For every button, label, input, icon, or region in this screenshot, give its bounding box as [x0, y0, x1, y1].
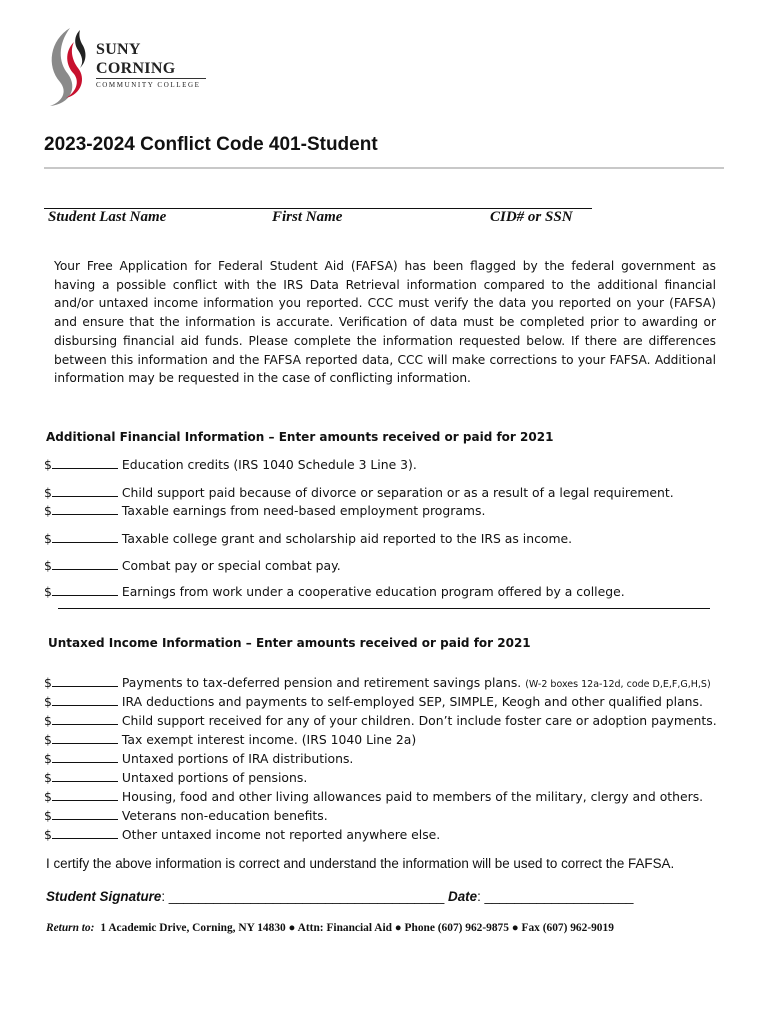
untaxed-item-label: Untaxed portions of pensions. [121, 770, 308, 785]
return-address [46, 922, 614, 934]
college-name-line1: SUNY [96, 41, 141, 58]
logo-divider [96, 78, 206, 79]
financial-item-label: Taxable college grant and scholarship aid reported to the IRS as income. [121, 531, 573, 546]
signature-label: Student Signature [46, 889, 162, 904]
financial-section-heading: Additional Financial Information – Enter amounts received or paid for 2021 [46, 430, 554, 444]
currency-symbol: $ [44, 584, 52, 599]
currency-symbol: $ [44, 558, 52, 573]
financial-item [44, 530, 572, 546]
untaxed-item [44, 788, 703, 804]
untaxed-item-label: Child support received for any of your children. Don’t include foster care or adoption payments. [121, 713, 717, 728]
first-name-label: First Name [272, 209, 343, 225]
financial-item [44, 456, 417, 472]
amount-field[interactable] [52, 712, 118, 725]
logo-dark-swirl [75, 30, 85, 68]
currency-symbol: $ [44, 531, 52, 546]
college-subtitle: COMMUNITY COLLEGE [96, 81, 201, 89]
financial-item [44, 502, 485, 518]
untaxed-item-label: Payments to tax-deferred pension and retirement savings plans. [121, 675, 522, 690]
amount-field[interactable] [52, 583, 118, 596]
amount-field[interactable] [52, 750, 118, 763]
currency-symbol: $ [44, 675, 52, 690]
amount-field[interactable] [52, 674, 118, 687]
untaxed-item [44, 693, 703, 709]
financial-item-label: Taxable earnings from need-based employment programs. [121, 503, 486, 518]
untaxed-item [44, 826, 440, 842]
financial-item-label: Child support paid because of divorce or separation or as a result of a legal requirement. [121, 485, 674, 500]
intro-paragraph: Your Free Application for Federal Student Aid (FAFSA) has been flagged by the federal government as having a possible conflict with the IRS Data Retrieval information compared to the additional financial and/or untaxed income information you reported. CCC must verify the data you reported on your (FAFSA) and ensure that the information is accurate. Verification of data must be completed prior to awarding or disbursing financial aid funds. Please complete the information requested below. If there are differences between this information and the FAFSA reported data, CCC will make corrections to your FAFSA. Additional information may be requested in the case of conflicting information. [54, 259, 716, 386]
amount-field[interactable] [52, 693, 118, 706]
untaxed-item-label: Veterans non-education benefits. [121, 808, 328, 823]
logo-gray-swirl [50, 28, 72, 106]
financial-item [44, 583, 625, 599]
untaxed-item-label: Tax exempt interest income. (IRS 1040 Line 2a) [121, 732, 417, 747]
certification-statement: I certify the above information is correct and understand the information will be used to correct the FAFSA. [46, 856, 675, 871]
untaxed-item-label: Housing, food and other living allowances paid to members of the military, clergy and others. [121, 789, 704, 804]
currency-symbol: $ [44, 503, 52, 518]
amount-field[interactable] [52, 502, 118, 515]
currency-symbol: $ [44, 751, 52, 766]
untaxed-section-heading: Untaxed Income Information – Enter amounts received or paid for 2021 [48, 636, 531, 650]
financial-item-label: Earnings from work under a cooperative education program offered by a college. [121, 584, 625, 599]
untaxed-item [44, 712, 717, 728]
title-divider [44, 167, 724, 169]
last-name-label: Student Last Name [48, 209, 167, 225]
amount-field[interactable] [52, 557, 118, 570]
signature-row [46, 889, 633, 904]
currency-symbol: $ [44, 713, 52, 728]
untaxed-item-label: Other untaxed income not reported anywhere else. [121, 827, 441, 842]
currency-symbol: $ [44, 827, 52, 842]
untaxed-item [44, 674, 711, 690]
date-field[interactable]: : ____________________ [477, 889, 634, 904]
financial-item [44, 484, 674, 500]
untaxed-item-label: IRA deductions and payments to self-employed SEP, SIMPLE, Keogh and other qualified plans. [121, 694, 703, 709]
college-logo-mark [44, 26, 88, 108]
currency-symbol: $ [44, 694, 52, 709]
currency-symbol: $ [44, 485, 52, 500]
untaxed-item [44, 731, 416, 747]
amount-field[interactable] [52, 788, 118, 801]
section-divider [58, 608, 710, 609]
amount-field[interactable] [52, 484, 118, 497]
college-name-line2: CORNING [96, 60, 176, 77]
financial-item-label: Education credits (IRS 1040 Schedule 3 Line 3). [121, 457, 417, 472]
amount-field[interactable] [52, 456, 118, 469]
untaxed-item [44, 807, 328, 823]
page-title: 2023-2024 Conflict Code 401-Student [44, 134, 378, 155]
financial-item [44, 557, 341, 573]
untaxed-item-note: (W-2 boxes 12a-12d, code D,E,F,G,H,S) [525, 679, 711, 690]
financial-item-label: Combat pay or special combat pay. [121, 558, 341, 573]
return-address-text: 1 Academic Drive, Corning, NY 14830 ● Attn: Financial Aid ● Phone (607) 962-9875 ● Fax (607) 962-9019 [100, 922, 614, 934]
currency-symbol: $ [44, 770, 52, 785]
currency-symbol: $ [44, 808, 52, 823]
amount-field[interactable] [52, 769, 118, 782]
amount-field[interactable] [52, 731, 118, 744]
cid-ssn-label: CID# or SSN [490, 209, 573, 225]
date-label: Date [448, 889, 478, 904]
currency-symbol: $ [44, 457, 52, 472]
amount-field[interactable] [52, 530, 118, 543]
amount-field[interactable] [52, 807, 118, 820]
college-name [96, 40, 175, 78]
currency-symbol: $ [44, 732, 52, 747]
untaxed-item-label: Untaxed portions of IRA distributions. [121, 751, 354, 766]
signature-field[interactable]: : _____________________________________ [161, 889, 445, 904]
currency-symbol: $ [44, 789, 52, 804]
amount-field[interactable] [52, 826, 118, 839]
untaxed-item [44, 769, 307, 785]
return-label: Return to: [46, 922, 95, 934]
untaxed-item [44, 750, 353, 766]
